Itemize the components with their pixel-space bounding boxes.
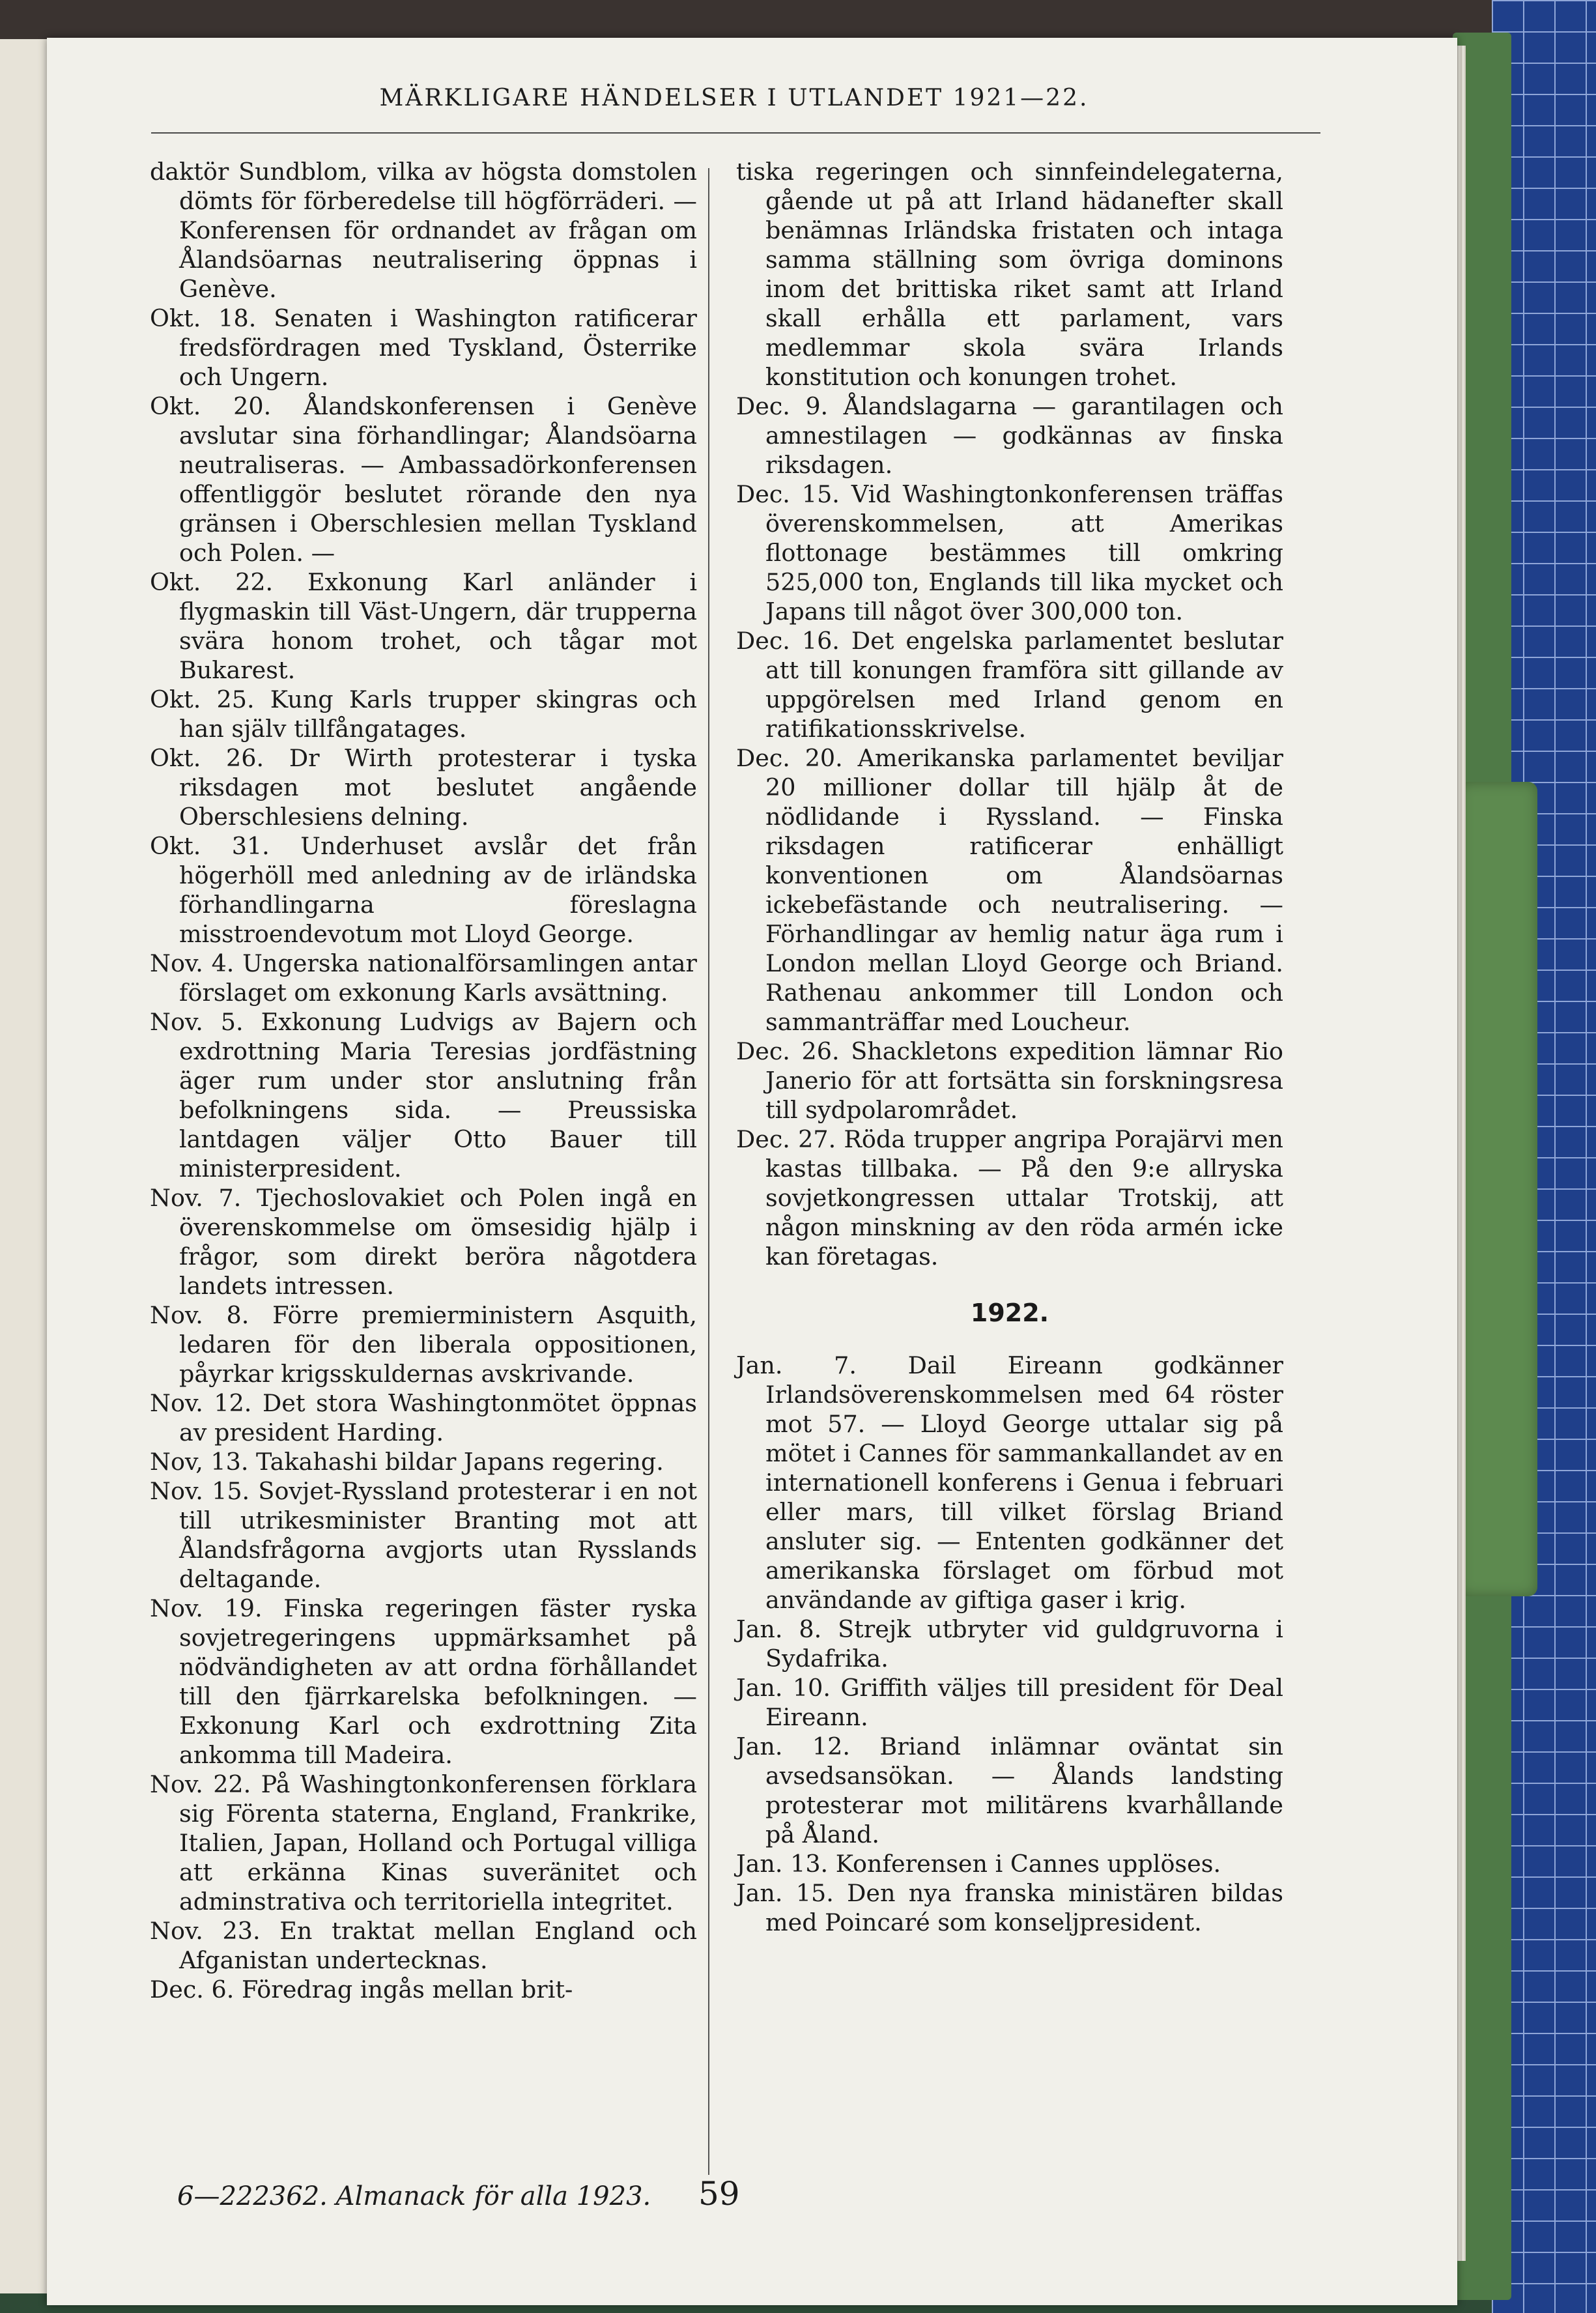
right-column [736,157,1283,1937]
entry: daktör Sundblom, vilka av högsta domstolen dömts för förberedelse till högförräderi. — Konferensen för ordnandet av frågan om Ålandsöarnas neutralisering öppnas i Genève. [150,158,697,303]
entry: Jan. 10. Griffith väljes till president för Deal Eireann. [736,1674,1283,1731]
entry: Nov. 19. Finska regeringen fäster ryska sovjetregeringens uppmärksamhet på nödvändigheten av att ordna förhållandet till den fjärrkarelska befolkningen. — Exkonung Karl och exdrottning Zita ankomma till Madeira. [150,1594,697,1769]
entry: Nov. 5. Exkonung Ludvigs av Bajern och exdrottning Maria Teresias jordfästning äger rum under stor anslutning från befolkningens sida. — Preussiska lantdagen väljer Otto Bauer till ministerpresident. [150,1008,697,1183]
column-divider [708,168,709,2175]
running-header: MÄRKLIGARE HÄNDELSER I UTLANDET 1921—22. [379,85,1089,111]
entry: Dec. 6. Föredrag ingås mellan brit- [150,1975,573,2004]
book-cover-band [1459,782,1537,1596]
year-heading: 1922. [970,1299,1049,1327]
imprint-line: 6—222362. Almanack för alla 1923. [177,2181,651,2211]
entry: Jan. 7. Dail Eireann godkänner Irlandsöverenskommelsen med 64 röster mot 57. — Lloyd George uttalar sig på mötet i Cannes för sammankallandet av en internationell konferens i Genua i februari eller mars, till vilket förslag Briand ansluter sig. — Ententen godkänner det amerikanska förslaget om förbud mot användande av giftiga gaser i krig. [736,1351,1283,1614]
entry: Dec. 27. Röda trupper angripa Porajärvi men kastas tillbaka. — På den 9:e allryska sovjetkongressen uttalar Trotskij, att någon minskning av den röda armén icke kan företagas. [736,1125,1283,1271]
entry: Okt. 20. Ålandskonferensen i Genève avslutar sina förhandlingar; Ålandsöarna neutraliseras. — Ambassadörkonferensen offentliggör beslutet rörande den nya gränsen i Oberschlesien mellan Tyskland och Polen. — [150,392,697,567]
entry: Dec. 20. Amerikanska parlamentet beviljar 20 millioner dollar till hjälp åt de nödlidande i Ryssland. — Finska riksdagen ratificerar enhälligt konventionen om Ålandsöarnas ickebefästande och neutralisering. — Förhandlingar av hemlig natur äga rum i London mellan Lloyd George och Briand. Rathenau ankommer till London och sammanträffar med Loucheur. [736,744,1283,1036]
entry: Jan. 8. Strejk utbryter vid guldgruvorna i Sydafrika. [736,1615,1283,1673]
entry: Nov, 13. Takahashi bildar Japans regering. [150,1448,664,1476]
header-rule [151,132,1320,134]
entry: Okt. 22. Exkonung Karl anländer i flygmaskin till Väst-Ungern, där trupperna svära honom trohet, och tågar mot Bukarest. [150,568,697,684]
entry: Dec. 26. Shackletons expedition lämnar Rio Janerio för att fortsätta sin forskningsresa till sydpolarområdet. [736,1037,1283,1124]
facing-page-edge [0,39,54,2293]
book-page [47,38,1457,2305]
entry: Okt. 25. Kung Karls trupper skingras och han själv tillfångatages. [150,685,697,743]
entry: Jan. 12. Briand inlämnar oväntat sin avsedsansökan. — Ålands landsting protesterar mot militärens kvarhållande på Åland. [736,1732,1283,1848]
entry: Nov. 4. Ungerska nationalförsamlingen antar förslaget om exkonung Karls avsättning. [150,949,697,1007]
entry: Dec. 16. Det engelska parlamentet beslutar att till konungen framföra sitt gillande av uppgörelsen med Irland genom en ratifikationsskrivelse. [736,627,1283,743]
page-number: 59 [698,2175,740,2213]
entry: Nov. 8. Förre premierministern Asquith, ledaren för den liberala oppositionen, påyrkar krigsskuldernas avskrivande. [150,1301,697,1388]
entry: Okt. 18. Senaten i Washington ratificerar fredsfördragen med Tyskland, Österrike och Ungern. [150,304,697,391]
entry: Nov. 22. På Washingtonkonferensen förklara sig Förenta staterna, England, Frankrike, Italien, Japan, Holland och Portugal villiga att erkänna Kinas suveränitet och adminstrativa och territoriella integritet. [150,1770,697,1916]
entry: Jan. 13. Konferensen i Cannes upplöses. [736,1850,1221,1878]
entry: Jan. 15. Den nya franska ministären bildas med Poincaré som konseljpresident. [736,1879,1283,1936]
entry: Nov. 15. Sovjet-Ryssland protesterar i en not till utrikesminister Branting mot att Ålandsfrågorna avgjorts utan Rysslands deltagande. [150,1477,697,1593]
entry: Dec. 15. Vid Washingtonkonferensen träffas överenskommelsen, att Amerikas flottonage bestämmes till omkring 525,000 ton, Englands till lika mycket och Japans till något över 300,000 ton. [736,480,1283,625]
entry: Nov. 12. Det stora Washingtonmötet öppnas av president Harding. [150,1389,697,1446]
entry: Okt. 31. Underhuset avslår det från högerhöll med anledning av de irländska förhandlingarna föreslagna misstroendevotum mot Lloyd George. [150,832,697,948]
left-column [150,157,697,2004]
entry: Nov. 23. En traktat mellan England och Afganistan undertecknas. [150,1917,697,1974]
entry: Okt. 26. Dr Wirth protesterar i tyska riksdagen mot beslutet angående Oberschlesiens delning. [150,744,697,831]
entry: Dec. 9. Ålandslagarna — garantilagen och amnestilagen — godkännas av finska riksdagen. [736,392,1283,479]
entry: tiska regeringen och sinnfeindelegaterna, gående ut på att Irland hädanefter skall benämnas Irländska fristaten och intaga samma ställning som övriga dominons inom det brittiska riket samt att Irland skall erhålla ett parlament, vars medlemmar skola svära Irlands konstitution och konungen trohet. [736,158,1283,391]
entry: Nov. 7. Tjechoslovakiet och Polen ingå en överenskommelse om ömsesidig hjälp i frågor, som direkt beröra någotdera landets intressen. [150,1184,697,1300]
